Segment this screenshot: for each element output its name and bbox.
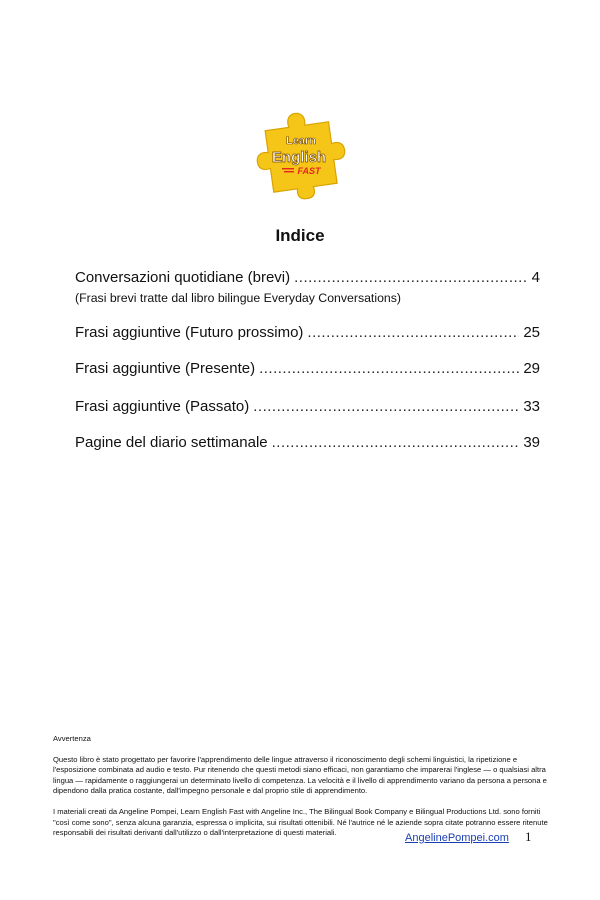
toc-leader-dots bbox=[307, 323, 519, 343]
learn-english-fast-logo bbox=[255, 108, 347, 200]
page-title: Indice bbox=[275, 226, 325, 245]
disclaimer-heading: Avvertenza bbox=[53, 734, 91, 743]
logo-learn-text: Learn bbox=[286, 135, 316, 147]
disclaimer-paragraph: I materiali creati da Angeline Pompei, Learn English Fast with Angeline Inc., The Bilingual Book Company e Bilingual Productions Ltd. sono forniti "così come sono", senza alcuna garanzia, espressa o implicita, sui risultati ottenibili. Né l'autrice né le aziende sopra citate potranno essere ritenute responsabili dei risultati derivanti dall'utilizzo o dall'interpretazione di questi materiali. bbox=[53, 806, 548, 838]
toc-page-number: 29 bbox=[523, 360, 540, 377]
toc-page-number: 33 bbox=[523, 398, 540, 415]
page-number: 1 bbox=[525, 829, 532, 844]
toc-entry[interactable] bbox=[75, 323, 540, 343]
toc-leader-dots bbox=[294, 268, 528, 288]
toc-leader-dots bbox=[272, 433, 520, 453]
toc-page-number: 4 bbox=[531, 269, 540, 286]
toc-entry[interactable] bbox=[75, 359, 540, 379]
website-link[interactable]: AngelinePompei.com bbox=[405, 832, 509, 844]
toc-leader-dots bbox=[253, 397, 519, 417]
toc-entry[interactable] bbox=[75, 268, 540, 306]
disclaimer bbox=[53, 734, 553, 839]
toc-leader-dots bbox=[259, 359, 519, 379]
toc-entry-label: Conversazioni quotidiane (brevi) bbox=[75, 269, 291, 286]
toc-entry[interactable] bbox=[75, 433, 540, 453]
toc-entry-subtitle: (Frasi brevi tratte dal libro bilingue Everyday Conversations) bbox=[75, 291, 402, 305]
logo-fast-text: FAST bbox=[297, 166, 321, 176]
toc-entry-label: Frasi aggiuntive (Passato) bbox=[75, 398, 250, 415]
toc-page-number: 25 bbox=[523, 324, 540, 341]
logo-english-text: English bbox=[271, 149, 327, 166]
disclaimer-paragraph: Questo libro è stato progettato per favorire l'apprendimento delle lingue attraverso il riconoscimento degli schemi linguistici, la ripetizione e l'esposizione combinata ad audio e testo. Pur ritenendo che questi metodi siano efficaci, non garantiamo che imparerai l'inglese — o qualsiasi altra lingua — rapidamente o raggiungerai un determinato livello di competenza. La velocità e il livello di apprendimento variano da persona a persona e dipendono dalla pratica costante, dall'impegno personale e dal proprio stile di apprendimento. bbox=[53, 754, 547, 796]
toc-entry-label: Frasi aggiuntive (Futuro prossimo) bbox=[75, 324, 304, 341]
toc-entry-label: Pagine del diario settimanale bbox=[75, 434, 268, 451]
toc-page-number: 39 bbox=[523, 434, 540, 451]
toc-entry-label: Frasi aggiuntive (Presente) bbox=[75, 360, 256, 377]
toc-entry[interactable] bbox=[75, 397, 540, 417]
puzzle-piece-icon bbox=[255, 108, 347, 200]
